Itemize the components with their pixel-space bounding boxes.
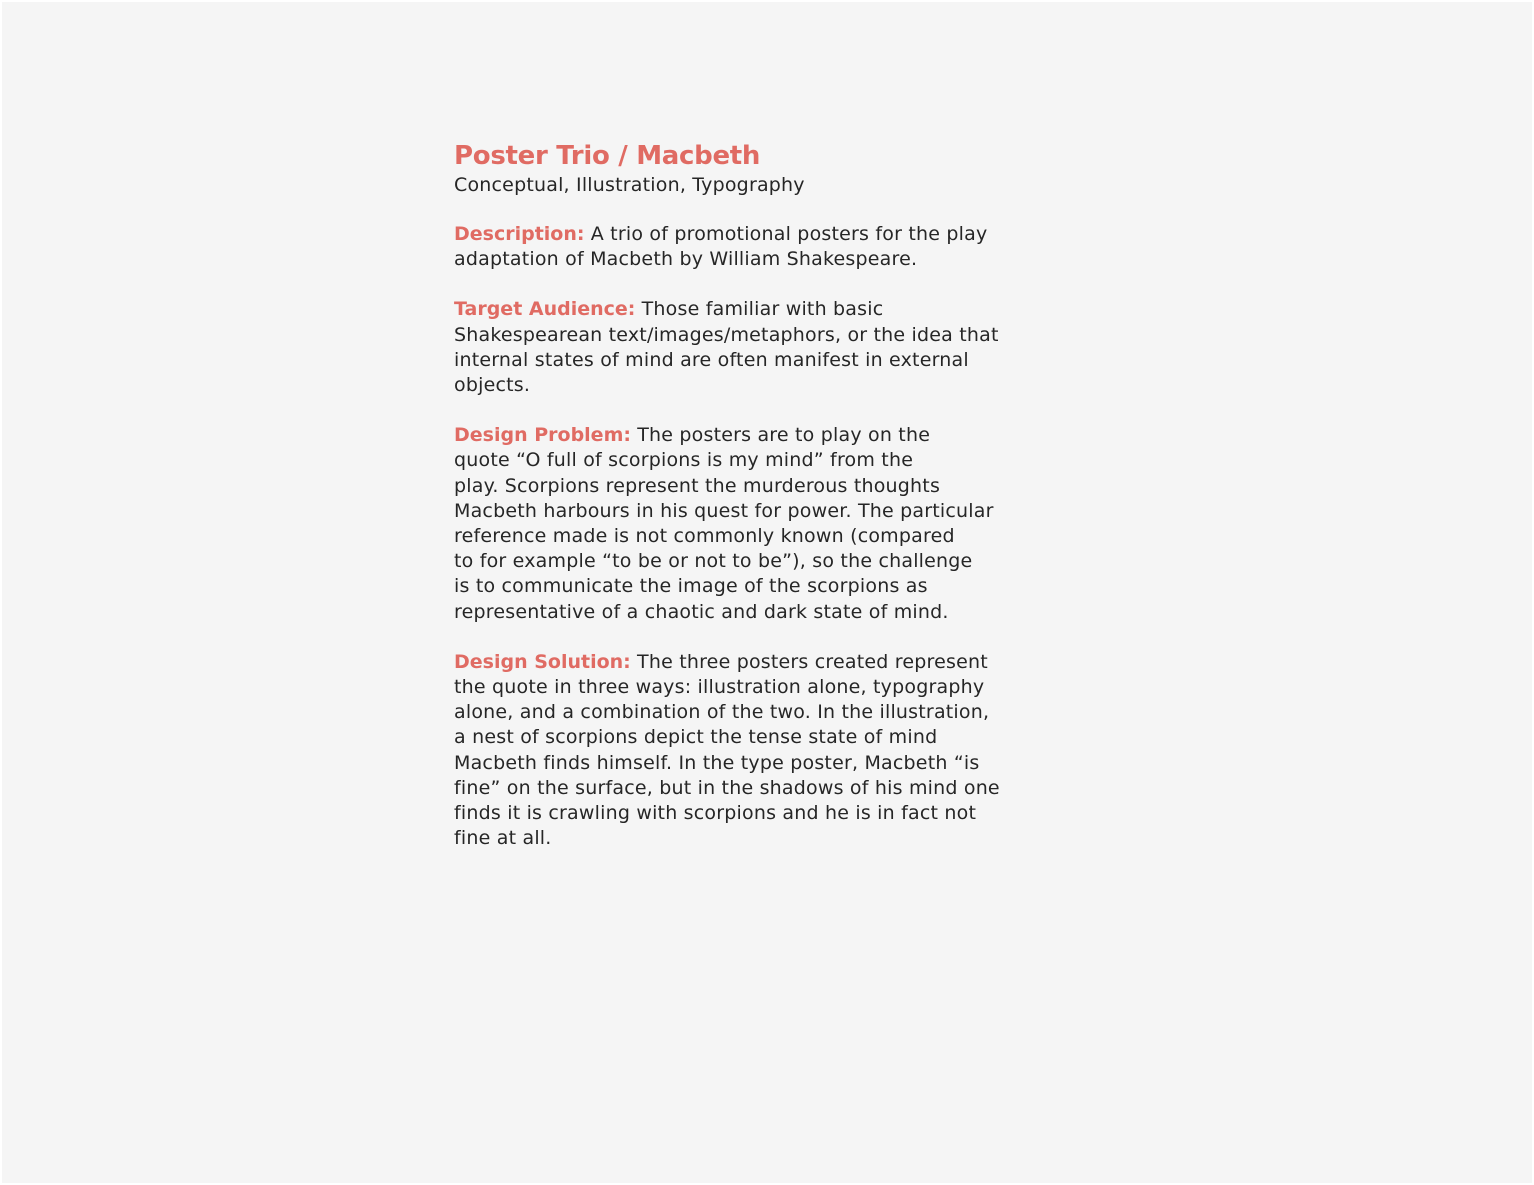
project-description	[454, 139, 1054, 876]
design-problem-label: Design Problem:	[454, 424, 631, 447]
page-title: Poster Trio / Macbeth	[454, 141, 761, 171]
page-background	[2, 2, 1532, 1183]
description-label: Description:	[454, 223, 585, 245]
target-audience-label: Target Audience:	[454, 298, 636, 321]
design-solution-paragraph: Design Solution: The three posters created represent the quote in three ways: illustration alone, typography alone, and a combination of the two. In the illustration, a nest of scorpions depict the tense state of mind Macbeth finds himself. In the type poster, Macbeth “is fine” on the surface, but in the shadows of his mind one finds it is crawling with scorpions and he is in fact not fine at all.	[454, 650, 1000, 850]
target-audience-paragraph: Target Audience: Those familiar with basic Shakespearean text/images/metaphors, or the idea that internal states of mind are often manifest in external objects.	[454, 298, 999, 397]
project-categories: Conceptual, Illustration, Typography	[454, 174, 805, 196]
description-paragraph: Description: A trio of promotional posters for the play adaptation of Macbeth by William Shakespeare.	[454, 223, 988, 271]
design-problem-paragraph: Design Problem: The posters are to play on the quote “O full of scorpions is my mind” from the play. Scorpions represent the murderous thoughts Macbeth harbours in his quest for power. The particular reference made is not commonly known (compared to for example “to be or not to be”), so the challenge is to communicate the image of the scorpions as representative of a chaotic and dark state of mind.	[454, 424, 994, 623]
design-solution-label: Design Solution:	[454, 650, 631, 673]
